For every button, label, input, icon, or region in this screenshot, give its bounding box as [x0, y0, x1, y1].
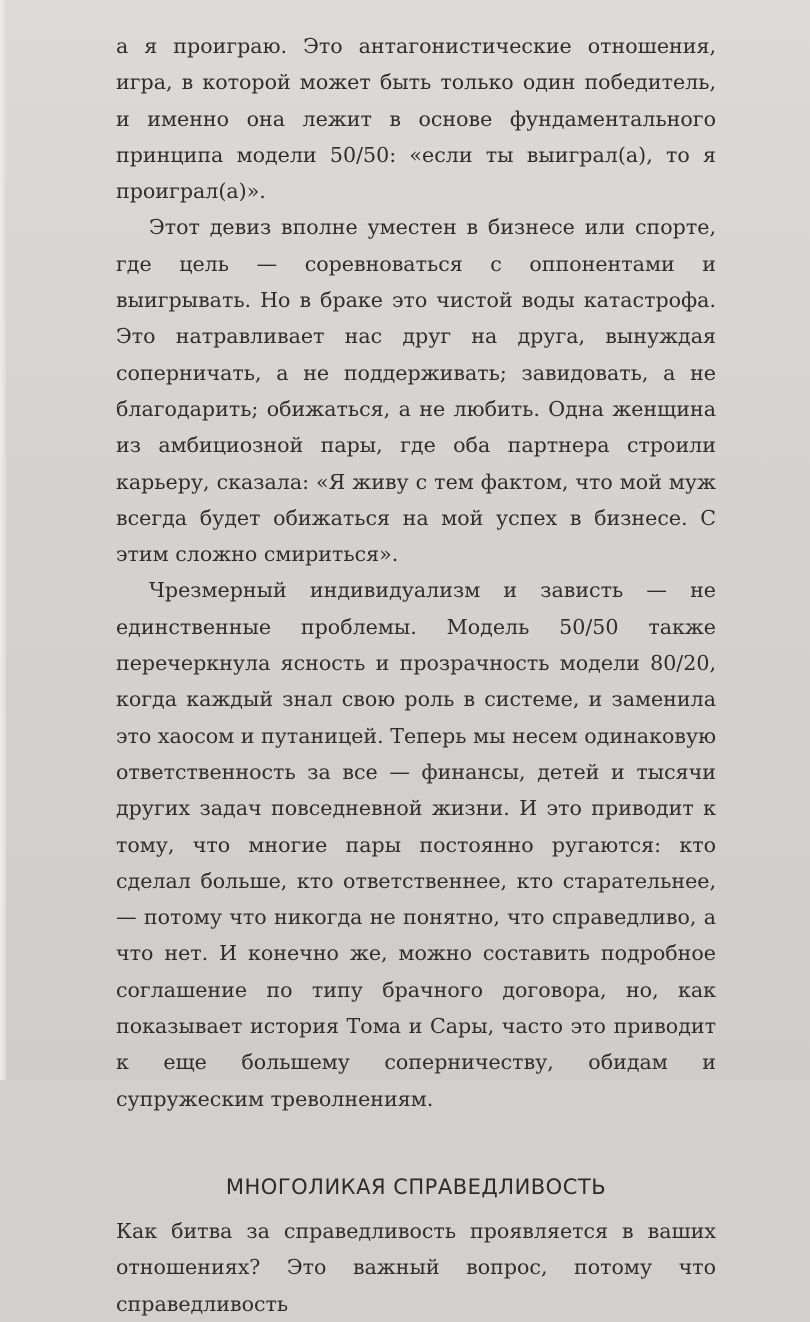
paragraph-1: а я проиграю. Это антагонистические отношения, игра, в которой может быть только один победитель, и именно она лежит в основе фундаментального принципа модели 50/50: «если ты выиграл(а), то я проиграл(а)».	[116, 34, 716, 204]
paragraph-3: Чрезмерный индивидуализм и зависть — не единственные проблемы. Модель 50/50 также перечеркнула ясность и прозрачность модели 80/20, когда каждый знал свою роль в системе, и заменила это хаосом и путаницей. Теперь мы несем одинаковую ответственность за все — финансы, детей и тысячи других задач повседневной жизни. И это приводит к тому, что многие пары постоянно ругаются: кто сделал больше, кто ответственнее, кто старательнее, — потому что никогда не понятно, что справедливо, а что нет. И конечно же, можно составить подробное соглашение по типу брачного договора, но, как показывает история Тома и Сары, часто это приводит к еще большему соперничеству, обидам и супружеским треволнениям.	[116, 578, 716, 1111]
paragraph-4: Как битва за справедливость проявляется в ваших отношениях? Это важный вопрос, потому что справедливость	[116, 1218, 716, 1316]
page-edge	[0, 0, 6, 1080]
section-heading: МНОГОЛИКАЯ СПРАВЕДЛИВОСТЬ	[225, 1174, 607, 1199]
page-text	[116, 28, 716, 1322]
paragraph-2: Этот девиз вполне уместен в бизнесе или спорте, где цель — соревноваться с оппонентами и выигрывать. Но в браке это чистой воды катастрофа. Это натравливает нас друг на друга, вынуждая соперничать, а не поддерживать; завидовать, а не благодарить; обижаться, а не любить. Одна женщина из амбициозной пары, где оба партнера строили карьеру, сказала: «Я живу с тем фактом, что мой муж всегда будет обижаться на мой успех в бизнесе. С этим сложно смириться».	[116, 215, 716, 567]
